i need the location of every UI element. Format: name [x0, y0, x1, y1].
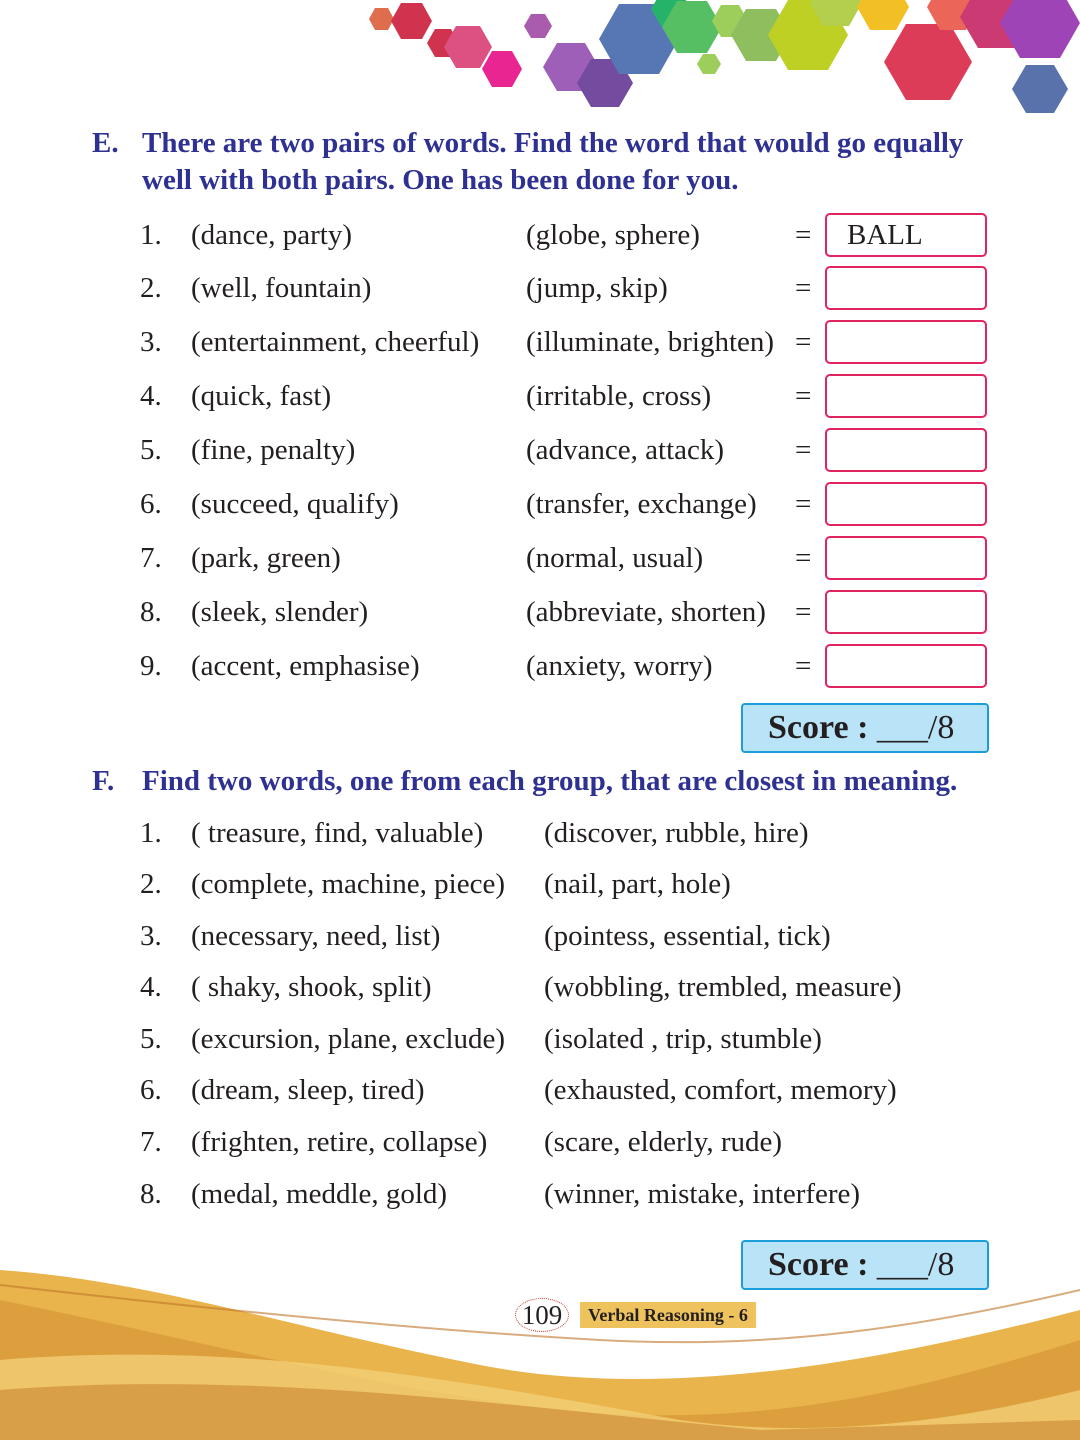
list-item — [0, 592, 1080, 632]
item-number: 6. — [140, 488, 162, 520]
equals-sign: = — [795, 596, 812, 628]
list-item — [0, 864, 1080, 904]
list-item — [0, 813, 1080, 853]
list-item — [0, 1174, 1080, 1214]
pair-a: (succeed, qualify) — [191, 488, 399, 520]
equals-sign: = — [795, 326, 812, 358]
list-item — [0, 538, 1080, 578]
group-a: (excursion, plane, exclude) — [191, 1023, 506, 1055]
item-number: 7. — [140, 542, 162, 574]
book-title: Verbal Reasoning - 6 — [580, 1302, 756, 1328]
group-a: (complete, machine, piece) — [191, 868, 506, 900]
item-number: 8. — [140, 596, 162, 628]
section-f-letter: F. — [92, 765, 115, 797]
item-number: 2. — [140, 868, 162, 900]
pair-b: (jump, skip) — [526, 272, 668, 304]
answer-box[interactable] — [825, 428, 987, 472]
list-item — [0, 484, 1080, 524]
item-number: 1. — [140, 817, 162, 849]
pair-a: (dance, party) — [191, 219, 353, 251]
score-blank: ___ — [876, 709, 928, 746]
equals-sign: = — [795, 380, 812, 412]
group-b: (isolated , trip, stumble) — [544, 1023, 822, 1055]
pair-b: (anxiety, worry) — [526, 650, 713, 682]
group-b: (scare, elderly, rude) — [544, 1126, 783, 1158]
list-item — [0, 322, 1080, 362]
section-e-score — [741, 703, 989, 753]
pair-a: (well, fountain) — [191, 272, 372, 304]
pair-a: (entertainment, cheerful) — [191, 326, 480, 358]
group-b: (winner, mistake, interfere) — [544, 1178, 861, 1210]
pair-a: (park, green) — [191, 542, 341, 574]
equals-sign: = — [795, 542, 812, 574]
list-item — [0, 1070, 1080, 1110]
list-item — [0, 916, 1080, 956]
answer-box[interactable] — [825, 266, 987, 310]
equals-sign: = — [795, 219, 812, 251]
list-item — [0, 646, 1080, 686]
pair-b: (illuminate, brighten) — [526, 326, 775, 358]
equals-sign: = — [795, 272, 812, 304]
answer-box[interactable] — [825, 320, 987, 364]
group-a: ( shaky, shook, split) — [191, 971, 432, 1003]
group-a: (dream, sleep, tired) — [191, 1074, 425, 1106]
answer-box[interactable] — [825, 644, 987, 688]
hexagon-decoration — [0, 0, 1080, 125]
item-number: 1. — [140, 219, 162, 251]
list-item — [0, 376, 1080, 416]
section-f-instruction: Find two words, one from each group, that are closest in meaning. — [142, 765, 958, 797]
group-a: (necessary, need, list) — [191, 920, 441, 952]
group-b: (exhausted, comfort, memory) — [544, 1074, 897, 1106]
answer-box[interactable] — [825, 482, 987, 526]
score-label: Score : — [768, 709, 869, 746]
group-b: (discover, rubble, hire) — [544, 817, 809, 849]
score-max: /8 — [927, 709, 955, 746]
section-e-letter: E. — [92, 127, 119, 159]
pair-b: (abbreviate, shorten) — [526, 596, 766, 628]
pair-b: (advance, attack) — [526, 434, 725, 466]
item-number: 8. — [140, 1178, 162, 1210]
pair-b: (irritable, cross) — [526, 380, 712, 412]
page-number: 109 — [515, 1298, 569, 1332]
group-b: (pointess, essential, tick) — [544, 920, 831, 952]
pair-a: (fine, penalty) — [191, 434, 356, 466]
pair-a: (sleek, slender) — [191, 596, 369, 628]
item-number: 3. — [140, 920, 162, 952]
wave-decoration — [0, 1270, 1080, 1440]
item-number: 6. — [140, 1074, 162, 1106]
item-number: 4. — [140, 971, 162, 1003]
section-f-score — [741, 1240, 989, 1290]
answer-box[interactable] — [825, 374, 987, 418]
score-label: Score : — [768, 1246, 869, 1283]
group-b: (nail, part, hole) — [544, 868, 731, 900]
list-item — [0, 1019, 1080, 1059]
pair-a: (quick, fast) — [191, 380, 332, 412]
equals-sign: = — [795, 650, 812, 682]
list-item — [0, 268, 1080, 308]
item-number: 5. — [140, 434, 162, 466]
item-number: 2. — [140, 272, 162, 304]
group-a: (medal, meddle, gold) — [191, 1178, 448, 1210]
list-item — [0, 967, 1080, 1007]
group-a: ( treasure, find, valuable) — [191, 817, 484, 849]
score-max: /8 — [927, 1246, 955, 1283]
pair-a: (accent, emphasise) — [191, 650, 420, 682]
pair-b: (normal, usual) — [526, 542, 704, 574]
list-item — [0, 430, 1080, 470]
item-number: 5. — [140, 1023, 162, 1055]
equals-sign: = — [795, 488, 812, 520]
group-a: (frighten, retire, collapse) — [191, 1126, 488, 1158]
equals-sign: = — [795, 434, 812, 466]
pair-b: (transfer, exchange) — [526, 488, 757, 520]
section-e-instruction: There are two pairs of words. Find the word that would go equally well with both pairs. One has been done for you. — [142, 127, 964, 196]
answer-text: BALL — [847, 219, 923, 251]
pair-b: (globe, sphere) — [526, 219, 700, 251]
item-number: 7. — [140, 1126, 162, 1158]
list-item — [0, 215, 1080, 255]
item-number: 9. — [140, 650, 162, 682]
score-blank: ___ — [876, 1246, 928, 1283]
answer-box[interactable] — [825, 213, 987, 257]
item-number: 4. — [140, 380, 162, 412]
group-b: (wobbling, trembled, measure) — [544, 971, 902, 1003]
item-number: 3. — [140, 326, 162, 358]
answer-box[interactable] — [825, 536, 987, 580]
list-item — [0, 1122, 1080, 1162]
answer-box[interactable] — [825, 590, 987, 634]
